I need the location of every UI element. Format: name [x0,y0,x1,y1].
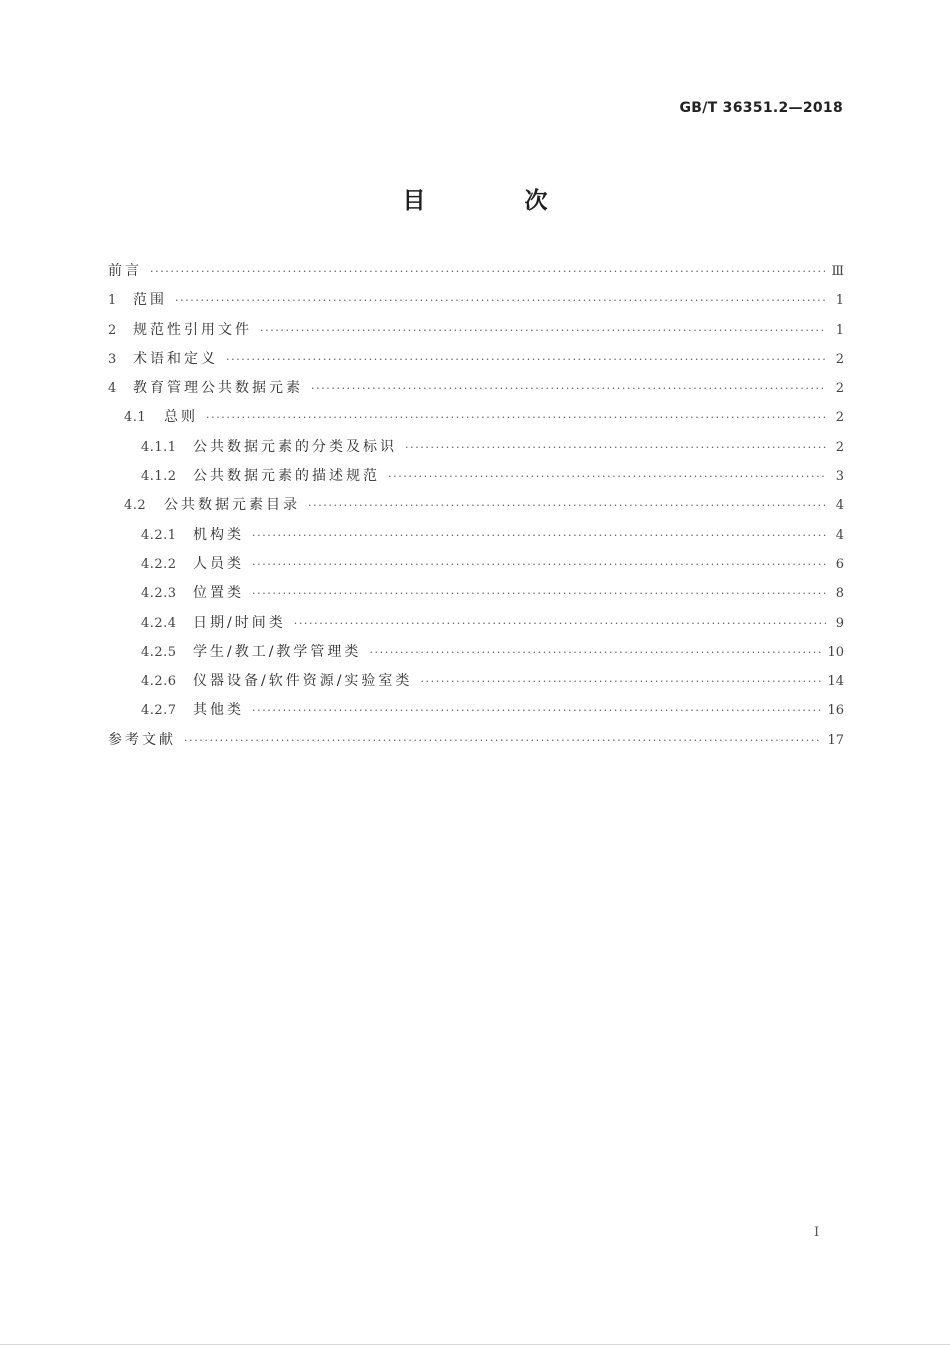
toc-leader [252,553,826,577]
toc-number: 4.2.1 [141,527,177,543]
toc-leader [226,348,826,372]
toc-leader [175,289,826,313]
toc-page: 4 [835,498,844,514]
toc-number: 4.2.5 [141,644,177,660]
toc-number: 4.1.1 [141,439,177,455]
toc-label: 规范性引用文件 [133,321,252,338]
toc-entry-1[interactable] [108,288,844,317]
toc-page: 1 [835,322,844,338]
toc-leader [260,319,826,343]
toc-entry-4-2-7[interactable] [108,698,844,727]
toc-label: 机构类 [193,526,244,543]
toc-number: 4 [108,381,117,397]
toc-page: 17 [827,732,844,748]
toc-entry-4-2-3[interactable] [108,581,844,610]
page-number: I [814,1225,820,1240]
toc-entry-foreword[interactable] [108,259,844,288]
toc-entry-3[interactable] [108,347,844,376]
toc-entry-4-1[interactable] [108,405,844,434]
toc-label: 公共数据元素目录 [164,497,300,514]
toc-page: Ⅲ [831,264,844,279]
toc-entry-4-2-5[interactable] [108,640,844,669]
toc-number: 4.1.2 [141,469,177,485]
toc-page: 6 [835,556,844,572]
toc-number: 4.2.7 [141,703,177,719]
toc-entry-references[interactable] [108,728,844,757]
toc-page: 16 [827,703,844,719]
toc-label: 术语和定义 [133,350,218,367]
toc-leader [388,465,826,489]
toc-entry-4-2-2[interactable] [108,552,844,581]
toc-leader [206,406,826,430]
page-title: 目 次 [402,188,586,214]
toc-page: 10 [827,644,844,660]
toc-page: 1 [835,293,844,309]
toc-entry-4-1-1[interactable] [108,435,844,464]
toc-entry-4-2-1[interactable] [108,523,844,552]
toc-label: 仪器设备/软件资源/实验室类 [193,673,413,690]
toc-page: 4 [835,527,844,543]
toc-number: 4.2 [124,498,147,514]
toc-page: 2 [835,381,844,397]
toc-label: 参考文献 [108,731,176,748]
toc-label: 教育管理公共数据元素 [133,380,303,397]
toc-leader [420,670,821,694]
toc-leader [311,377,826,401]
toc-page: 2 [835,410,844,426]
toc-number: 2 [108,322,117,338]
toc-number: 4.2.2 [141,556,177,572]
toc-page: 2 [835,351,844,367]
toc-number: 4.2.6 [141,674,177,690]
toc-page: 8 [835,586,844,602]
table-of-contents [108,259,844,757]
toc-leader [294,612,826,636]
toc-label: 公共数据元素的描述规范 [193,468,380,485]
toc-label: 日期/时间类 [193,614,286,631]
toc-entry-4-1-2[interactable] [108,464,844,493]
toc-page: 3 [835,469,844,485]
toc-page: 9 [835,615,844,631]
toc-label: 位置类 [193,585,244,602]
toc-leader [252,699,821,723]
toc-label: 范围 [133,292,167,309]
toc-leader [252,582,826,606]
toc-label: 其他类 [193,702,244,719]
toc-entry-2[interactable] [108,318,844,347]
toc-leader [308,494,826,518]
toc-number: 4.2.4 [141,615,177,631]
toc-page: 2 [835,439,844,455]
toc-entry-4-2[interactable] [108,493,844,522]
toc-number: 3 [108,351,117,367]
toc-label: 前言 [108,263,142,279]
toc-page: 14 [827,674,844,690]
toc-leader [252,524,826,548]
standard-code: GB/T 36351.2—2018 [679,100,843,116]
toc-label: 人员类 [193,555,244,572]
toc-number: 4.1 [124,410,147,426]
toc-leader [369,641,821,665]
toc-number: 1 [108,293,117,309]
toc-leader [184,729,821,753]
toc-label: 学生/教工/教学管理类 [193,643,362,660]
toc-number: 4.2.3 [141,586,177,602]
toc-label: 总则 [164,409,198,426]
toc-entry-4-2-4[interactable] [108,611,844,640]
toc-label: 公共数据元素的分类及标识 [193,438,397,455]
toc-entry-4[interactable] [108,376,844,405]
toc-leader [405,436,826,460]
toc-entry-4-2-6[interactable] [108,669,844,698]
toc-leader [150,260,825,284]
